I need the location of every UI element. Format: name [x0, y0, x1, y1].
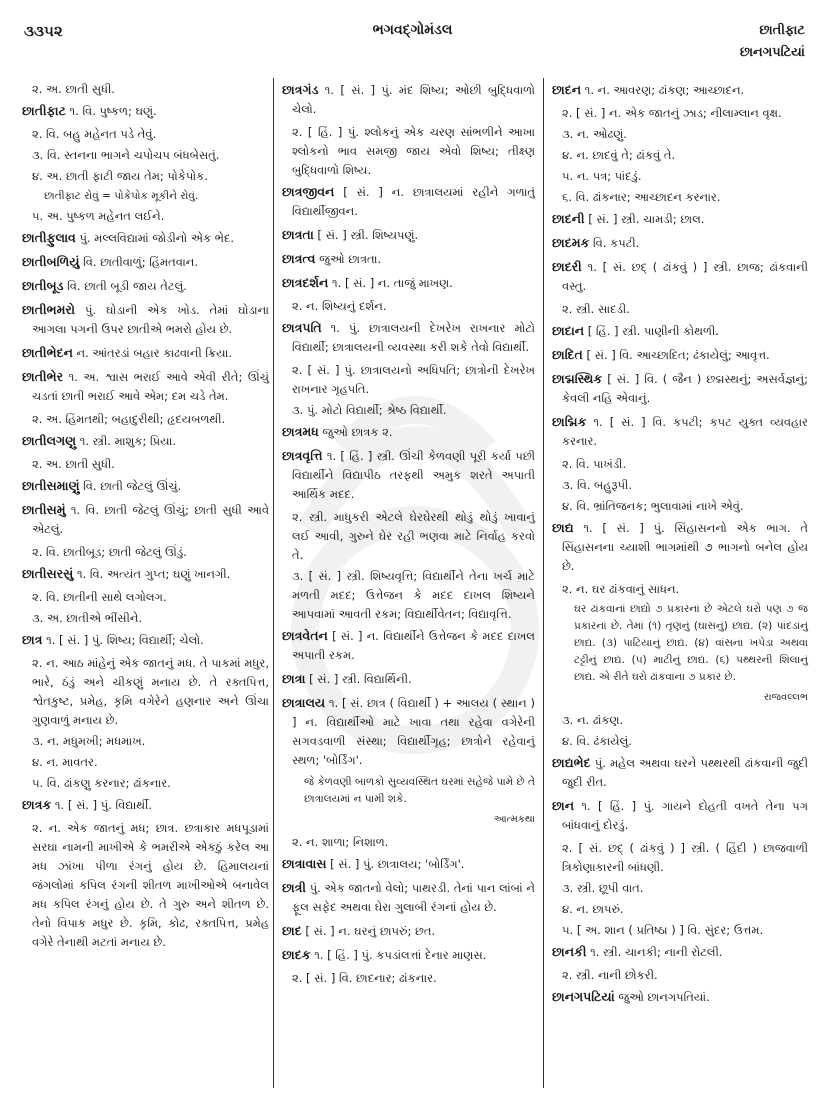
sense-definition: ૪. વિ. ઢંકાયેલું. — [562, 734, 632, 748]
sense-definition: ૪. ન. માવતર. — [32, 755, 98, 769]
headword: છાત્ર — [22, 632, 43, 647]
dictionary-entry — [22, 300, 269, 339]
sense-definition: ૩. ન. ઓઢણું. — [562, 127, 627, 141]
sense-definition: ૫. ન. પત્ર; પાંદડું. — [562, 169, 642, 183]
headword: છાદ્ય — [552, 520, 574, 535]
headword: છાદાન — [552, 323, 585, 338]
sense-definition: ૩. ન. ઢાંકણ. — [562, 713, 624, 727]
dictionary-entry — [552, 796, 808, 835]
headword: છાત્રમધ — [282, 424, 319, 439]
headword: છાત્રાવાસ — [282, 856, 327, 871]
dictionary-entry — [282, 446, 535, 504]
sense-definition: ૨. ન. શિષ્યનું દર્શન. — [292, 299, 387, 313]
sense-definition: ૪. અ. છાતી ફાટી જાય તેમ; પોકેપોક. — [32, 169, 208, 183]
definition: ૧. [ સં. છાત્ર ( વિદ્યાર્થી ) + આલય ( સ્થાન ) ] ન. વિદ્યાર્થીઓ માટે ખાવા તથા રહેવા વગેરેની સગવડવાળી સંસ્થા; વિદ્યાર્થીગૃહ; છાત્રોને રહેવાનું સ્થળ; 'બોર્ડિંગ'. — [292, 696, 536, 767]
sense-definition: ૩. અ. છાતીએ ભીંસીને. — [32, 611, 143, 625]
sense-definition: ૪. ન. છાદવું તે; ઢાંકવું તે. — [562, 148, 676, 162]
dictionary-entry — [282, 878, 535, 917]
definition: ૧. [ સં. ] ન. તાજું માખણ. — [332, 276, 453, 290]
headword: છાદન — [552, 82, 582, 97]
dictionary-entry — [552, 518, 808, 576]
headword: છાત્રદર્શન — [282, 275, 329, 290]
sense-definition: ૨. વિ. પાખંડી. — [562, 457, 627, 471]
headword: છાત્રી — [282, 880, 306, 895]
sense-definition: ૩. વિ. સ્તનના ભાગને ચપોચપ બંધબેસતું. — [32, 148, 220, 162]
definition: [ સં. ] સ્ત્રી. ચામડી; છાલ. — [588, 212, 705, 226]
dictionary-entry — [552, 321, 808, 341]
book-title: ભગવદ્ગોમંડલ — [372, 22, 453, 38]
headword: છાદરી — [552, 259, 582, 274]
headword: છાતીસમાણું — [22, 478, 80, 493]
guide-words — [740, 20, 805, 64]
sense-definition: ૫. વિ. ઢાંકણુ કરનાર; ઢાંકનાર. — [32, 776, 171, 790]
sense-definition: ૩. વિ. બહુરૂપી. — [562, 478, 632, 492]
definition: [ સં. ] વિ. આચ્છાદિત; ઢંકાયેલું; આવૃત્ત. — [586, 348, 770, 362]
sense-definition: ૨. અ. છાતી સુધી. — [32, 82, 115, 96]
headword: છાત્રક — [22, 797, 52, 812]
dictionary-entry — [282, 225, 535, 245]
sense-definition: ૫. [ અ. શાન ( પ્રતિષ્ઠા ) ] વિ. સુંદર; ઉત્તમ. — [562, 923, 764, 937]
headword: છાતીભેર — [22, 369, 64, 384]
guide-word-last: છાનગપટિયાં — [739, 45, 805, 60]
sense-definition: ૬. વિ. ઢાંકનાર; આચ્છાદન કરનાર. — [562, 190, 721, 204]
sense-definition: ૨. સ્ત્રી. માધુકરી એટલે ઘેરઘેરથી થોડું થોડું ખાવાનું લઈ આવી, ગુરુને ઘેર રહી ભણવા માટે નિર્વાહ કરવો તે. — [292, 510, 535, 562]
dictionary-entry — [552, 257, 808, 296]
definition: ૧. [ હિં. ] પું. ગાયને દોહતી વખતે તેના પગ બાંધવાનું દોરડું. — [562, 799, 808, 832]
dictionary-entry — [282, 693, 535, 770]
sense-definition: ૨. સ્ત્રી. સાદડી. — [562, 302, 630, 316]
definition: [ સં. ] ન. વિદ્યાર્થીને ઉત્તેજન કે મદદ દાખલ અપાતી રકમ. — [292, 629, 535, 662]
dictionary-entry — [22, 564, 269, 584]
dictionary-entry — [552, 369, 808, 408]
dictionary-entry — [282, 945, 535, 965]
headword: છાત્રત્વ — [282, 251, 316, 266]
sense-definition: ૫. અ. પુષ્કળ મહેનત લઈને. — [32, 209, 165, 223]
definition: જુઓ છાનગપતિયાં. — [618, 990, 710, 1004]
page-number: ૩૩૫૨ — [24, 22, 63, 40]
dictionary-entry — [22, 476, 269, 496]
definition: ન. આંતરડાં બહાર કાઢવાની ક્રિયા. — [76, 346, 232, 360]
headword: છાત્રજીવન — [282, 184, 335, 199]
dictionary-entry — [22, 343, 269, 363]
sense-definition: ૨. અ. છાતી સુધી. — [32, 457, 115, 471]
dictionary-entry — [282, 921, 535, 941]
dictionary-entry — [552, 987, 808, 1007]
column-divider — [543, 78, 544, 1088]
dictionary-entry — [282, 273, 535, 293]
dictionary-entry — [282, 854, 535, 874]
sense-definition: ૨. ન. આઠ માંહેનું એક જાતનું મધ. તે પાકમાં મધુર, ભારે, ઠંડું અને ચીકણું મનાય છે. તે રક્તપિત્ત, શ્વેતકુષ્ટ, પ્રમેહ, કૃમિ વગેરેને હણનાર અને ઊંચા ગુણવાળું મનાય છે. — [32, 656, 269, 727]
definition: પું. મલ્લવિદ્યામાં જોડીનો એક ભેદ. — [79, 231, 235, 245]
headword: છાદિત — [552, 347, 583, 362]
definition: જુઓ છાત્રતા. — [319, 252, 382, 266]
headword: છાદ્મિક — [552, 414, 587, 429]
sense-definition: ૨. વિ. છાતીબૂડ; છાતી જેટલું ઊંડું. — [32, 545, 187, 559]
definition: ૧. ન. આવરણ; ઢાંકણ; આચ્છાદન. — [584, 83, 745, 97]
headword: છાનકી — [552, 944, 587, 959]
headword: છાતીફુલાવ — [22, 230, 76, 245]
headword: છાદ્યભેદ — [552, 755, 591, 770]
usage-example: ઘર ઢાંકવાનાં છાદ્યો ૭ પ્રકારનાં છે એટલે ઘરો પણ ૭ જ પ્રકારનાં છે. તેમાં (૧) તૃણનું (ઘાસનું) છાદ્ય. (૨) પાંદડાંનું છાદ્ય. (૩) પાટિયાનું છાદ્ય. (૪) વાંસના ખપેડા અથવા ટટ્ટીનું છાદ્ય. (૫) માટીનું છાદ્ય. (૬) પથ્થરની શિલાનું છાદ્ય. એ રીતે ઘરો ઢાંકવાના ૭ પ્રકાર છે. — [574, 603, 808, 683]
dictionary-entry — [552, 412, 808, 451]
headword: છાનગપટિયાં — [552, 989, 615, 1004]
sense-definition: ૨. ન. શાળા; નિશાળ. — [292, 835, 389, 849]
headword: છાત્રા — [282, 671, 306, 686]
definition: વિ. છાતી બૂડી જાય તેટલું. — [67, 279, 187, 293]
definition: વિ. છાતી જેટલું ઊંચું. — [83, 479, 182, 493]
definition: ૧. [ સં. ] વિ. કપટી; કપટ યુક્ત વ્યવહાર કરનાર. — [562, 415, 808, 448]
dictionary-entry — [282, 669, 535, 689]
usage-example: જે કેળવણી બાળકો સુવ્યવસ્થિત ઘરમાં સહેજે પામે છે તે છાત્રાલયમાં ન પામી શકે. — [304, 776, 535, 805]
sense-definition: ૨. [ સં. ] વિ. છાદનાર; ઢાંકનાર. — [292, 971, 437, 985]
dictionary-entry — [22, 101, 269, 121]
sense-definition: ૪. ન. છાપરું. — [562, 902, 624, 916]
dictionary-column-3 — [552, 80, 808, 1011]
headword: છાતીસમું — [22, 502, 66, 517]
dictionary-entry — [282, 318, 535, 357]
citation-source: રાજવલ્લભ — [763, 692, 808, 703]
sense-definition: ૨. વિ. છાતીની સાથે લગોલગ. — [32, 590, 167, 604]
sense-definition: ૨. [ સં. ] પું. છાત્રાલયનો અધિપતિ; છાત્રોની દેખરેખ રાખનાર ગૃહપતિ. — [292, 363, 535, 396]
sense-definition: ૨. વિ. બહુ મહેનત પડે તેવું. — [32, 127, 157, 141]
definition: [ સં. ] ન. ઘરનું છાપરું; છત. — [305, 924, 436, 938]
dictionary-entry — [552, 753, 808, 792]
definition: વિ. કપટી. — [593, 236, 640, 250]
dictionary-entry — [282, 249, 535, 269]
sense-definition: ૩. સ્ત્રી. છૂપી વાત. — [562, 881, 644, 895]
headword: છાત્રવેતન — [282, 628, 328, 643]
page-header — [0, 0, 825, 60]
headword: છાત્રપતિ — [282, 320, 322, 335]
headword: છાદમક — [552, 235, 590, 250]
definition: ૧. [ સં. ] પું. મંદ શિષ્ય; ઓછી બુદ્ધિવાળો ચેલો. — [292, 83, 535, 116]
dictionary-entry — [22, 276, 269, 296]
dictionary-entry — [552, 345, 808, 365]
headword: છાતીબળિયું — [22, 254, 80, 269]
sense-definition: ૩. [ સં. ] સ્ત્રી. શિષ્યવૃત્તિ; વિદ્યાર્થીને તેના ખર્ચ માટે મળતી મદદ; ઉત્તેજન કે મદદ દાખલ શિષ્યને આપવામાં આવતી રકમ; વિદ્યાર્થીવેતન; વિદ્યાવૃત્તિ. — [292, 569, 535, 621]
column-divider — [273, 78, 274, 1088]
sense-definition: ૨. ન. ઘર ઢાંકવાનું સાધન. — [562, 582, 680, 596]
sense-definition: ૨. ન. એક જાતનું મધ; છાત્ર. છત્રાકાર મધપૂડામાં સરઘા નામની માખીએ કે ભમરીએ એકઠું કરેલ આ મધ ઝાંખા પીળા રંગનું હોય છે. હિમાલયનાં જંગલોમાં કપિલ રંગની શીતળ માખીઓએ બનાવેલ મધ કપિલ રંગનું હોય છે. તે ગુરુ અને શીતળ છે. તેનો વિપાક મધુર છે. કૃમિ, કોઢ, રક્તપિત્ત, પ્રમેહ વગેરે તેનાથી મટતાં મનાય છે. — [32, 821, 269, 949]
dictionary-entry — [552, 209, 808, 229]
definition: જુઓ છાત્રક ૨. — [322, 425, 393, 439]
definition: ૧. વિ. છાતી જેટલું ઊંચું; છાતી સુધી આવે એટલું. — [32, 503, 269, 536]
headword: છાત્રતા — [282, 227, 314, 242]
definition: વિ. છાતીવાળું; હિંમતવાન. — [83, 255, 199, 269]
headword: છાત્રાલય — [282, 695, 326, 710]
headword: છાતીલગણુ — [22, 433, 77, 448]
headword: છાન — [552, 798, 575, 813]
dictionary-entry — [552, 233, 808, 253]
headword: છાતીભમરો — [22, 302, 76, 317]
dictionary-entry — [22, 228, 269, 248]
dictionary-column-1 — [22, 80, 269, 954]
sense-definition: ૪. વિ. ભ્રાંતિજનક; ભુલાવામાં નાખે એવું. — [562, 499, 744, 513]
headword: છાત્રગંડ — [282, 82, 319, 97]
headword: છાદ — [282, 923, 302, 938]
dictionary-entry — [282, 422, 535, 442]
definition: ૧. [ સં. ] પું. વિદ્યાર્થી. — [54, 798, 153, 812]
headword: છાતીફાટ — [22, 103, 66, 118]
definition: [ સં. ] સ્ત્રી. વિદ્યાર્થિની. — [309, 672, 412, 686]
dictionary-entry — [22, 630, 269, 650]
citation-source: આત્મકથા — [493, 814, 535, 825]
sense-definition: ૩. પું. મોટો વિદ્યાર્થી; શ્રેષ્ઠ વિદ્યાર્થી. — [292, 403, 447, 417]
dictionary-entry — [22, 252, 269, 272]
definition: ૧. [ સં. ] પું. સિંહાસનનો એક ભાગ. તે સિંહાસનના ચ્યાશી ભાગમાંથી ૭ ભાગનો બનેલ હોય છે. — [562, 521, 808, 573]
definition: ૧. [ હિં. ] પું. કપડાંલત્તાં દેનાર માણસ. — [314, 948, 487, 962]
definition: ૧. સ્ત્રી. માશુક; પ્રિયા. — [79, 434, 177, 448]
headword: છાતીભેદન — [22, 345, 73, 360]
definition: ૧. પું. છાત્રાલયની દેખરેખ રાખનાર મોટો વિદ્યાર્થી; છાત્રાલયની વ્યવસ્થા કરી શકે તેવો વિદ્યાર્થી. — [292, 321, 535, 354]
definition: [ સં. ] ન. છાત્રાલયમાં રહીને ગળાતું વિદ્યાર્થીજીવન. — [292, 185, 536, 218]
headword: છાતીબૂડ — [22, 278, 64, 293]
definition: [ સં. ] પું. છાત્રાલય; 'બોર્ડિંગ'. — [330, 857, 465, 871]
headword: છાદ્મસ્થિક — [552, 371, 603, 386]
dictionary-entry — [282, 626, 535, 665]
dictionary-entry — [22, 367, 269, 406]
definition: ૧. [ સં. છદ્ ( ઢાંકવું ) ] સ્ત્રી. છાજ; ઢાંકવાની વસ્તુ. — [562, 260, 809, 293]
headword: છાદક — [282, 947, 311, 962]
headword: છાતીસરસું — [22, 566, 74, 581]
definition: ૧. અ. શ્વાસ ભરાઈ આવે એવી રીતે; ઊંચું ચડતાં છાતી ભરાઈ આવે એમ; દમ ચડે તેમ. — [32, 370, 269, 403]
usage-example: છાતીફાટ રોવું = પોકેપોક મૂકીને રોવું. — [44, 190, 199, 202]
definition: [ સં. ] વિ. ( જૈન ) છદ્મસ્થનું; અસર્વજ્ઞનું; કેવલી નહિ એવાનું. — [562, 372, 809, 405]
definition: ૧. [ સં. ] પું. શિષ્ય; વિદ્યાર્થી; ચેલો. — [46, 633, 204, 647]
definition: ૧. વિ. અત્યંત ગુપ્ત; ઘણું ખાનગી. — [76, 567, 231, 581]
dictionary-entry — [552, 80, 808, 100]
dictionary-column-2 — [282, 80, 535, 990]
definition: ૧. [ હિં. ] સ્ત્રી. ઊંચી કેળવણી પૂરી કર્યા પછી વિદ્યાર્થીને વિદ્યાપીઠ તરફથી અમુક શરતે અપાતી આર્થિક મદદ. — [292, 449, 535, 501]
definition: [ હિં. ] સ્ત્રી. પાણીની કોથળી. — [587, 324, 719, 338]
definition: પું. એક જાતનો વેલો; પાથરડી. તેનાં પાન લાંબાં ને ફૂલ સફેદ અથવા ઘેરા ગુલાબી રંગનાં હોય છે. — [292, 881, 536, 914]
definition: ૧. વિ. પુષ્કળ; ઘણું. — [69, 104, 157, 118]
dictionary-entry — [552, 942, 808, 962]
sense-definition: ૩. ન. મધુમખી; મધમાખ. — [32, 734, 146, 748]
dictionary-entry — [282, 182, 535, 221]
sense-definition: ૨. [ હિં. ] પું. શ્લોકનું એક ચરણ સાંભળીને આખા શ્લોકનો ભાવ સમજી જાય એવો શિષ્ય; તીક્ષ્ણ બુદ્ધિવાળો શિષ્ય. — [292, 125, 535, 177]
definition: પું. મહેલ અથવા ઘરને પથ્થરથી ઢાંકવાની જુદી જુદી રીત. — [562, 756, 808, 789]
sense-definition: ૨. [ સં. ] ન. એક જાતનું ઝાડ; નીલામ્લાન વૃક્ષ. — [562, 106, 782, 120]
guide-word-first: છાતીફાટ — [759, 23, 805, 38]
dictionary-entry — [282, 80, 535, 119]
definition: [ સં. ] સ્ત્રી. શિષ્યપણું. — [317, 228, 419, 242]
sense-definition: ૨. [ સં. છદ્ ( ઢાંકવું ) ] સ્ત્રી. ( હિંદી ) છાજવાળી ત્રિકોણાકારની બાંધણી. — [562, 841, 808, 874]
dictionary-entry — [22, 431, 269, 451]
headword: છાદની — [552, 211, 585, 226]
definition: પું. ઘોડાની એક ખોડ. તેમાં ઘોડાના આગલા પગની ઉપર છાતીએ ભમરો હોય છે. — [32, 303, 270, 336]
dictionary-entry — [22, 795, 269, 815]
sense-definition: ૨. સ્ત્રી. નાની છોકરી. — [562, 968, 658, 982]
definition: ૧. સ્ત્રી. ચાનકી; નાની રોટલી. — [590, 945, 723, 959]
dictionary-entry — [22, 500, 269, 539]
headword: છાત્રવૃત્તિ — [282, 448, 323, 463]
sense-definition: ૨. અ. હિંમતથી; બહાદુરીથી; હૃદયબળથી. — [32, 412, 226, 426]
